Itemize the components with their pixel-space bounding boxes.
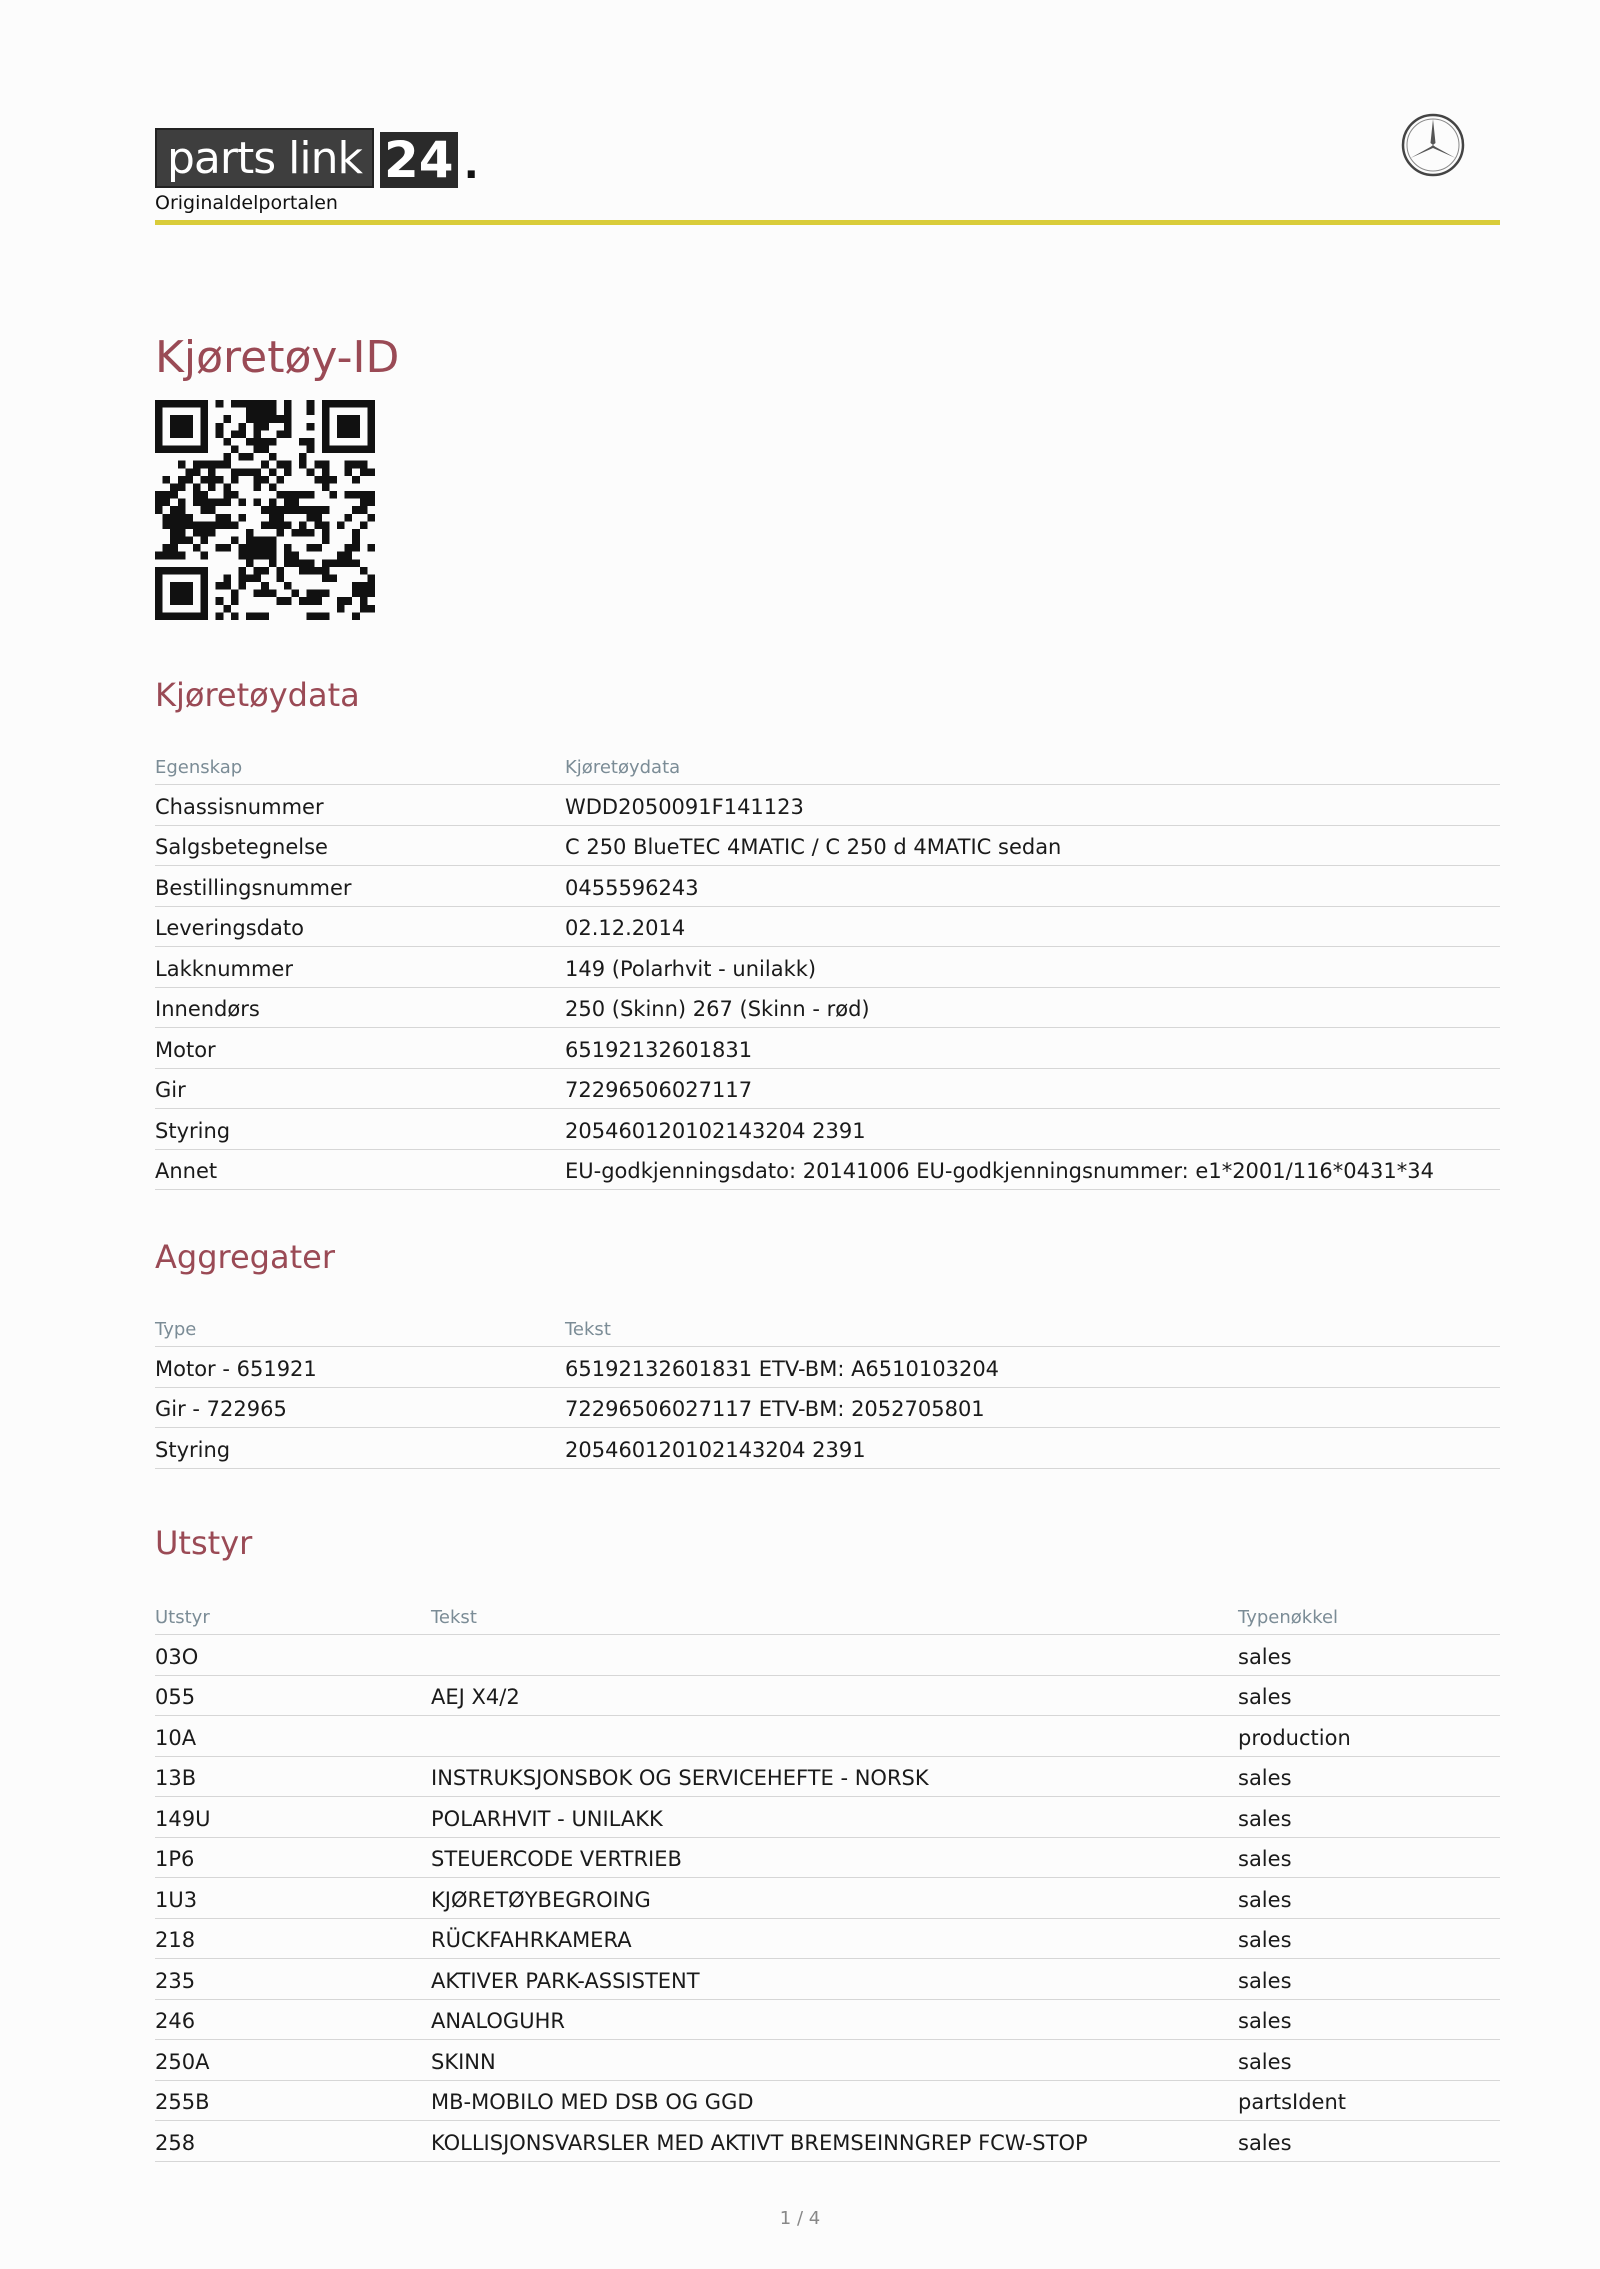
cell-key: partsIdent bbox=[1238, 2090, 1346, 2114]
cell-code: 258 bbox=[155, 2130, 196, 2155]
cell-value: EU-godkjenningsdato: 20141006 EU-godkjenningsnummer: e1*2001/116*0431*34 bbox=[565, 1159, 1434, 1183]
cell-text: POLARHVIT - UNILAKK bbox=[431, 1806, 663, 1831]
cell-text: AEJ X4/2 bbox=[431, 1685, 520, 1709]
column-header: Kjøretøydata bbox=[565, 757, 681, 778]
table-row bbox=[155, 2081, 1500, 2122]
cell-key: sales bbox=[1238, 1968, 1292, 1993]
page-number: 1 / 4 bbox=[779, 2208, 821, 2229]
cell-value: 65192132601831 bbox=[565, 1037, 753, 1062]
cell-property: Bestillingsnummer bbox=[155, 875, 352, 900]
cell-key: sales bbox=[1238, 1806, 1292, 1831]
cell-property: Annet bbox=[155, 1159, 218, 1183]
table-row bbox=[155, 1428, 1500, 1469]
column-header: Tekst bbox=[431, 1607, 477, 1628]
column-header: Tekst bbox=[565, 1319, 611, 1340]
cell-text: INSTRUKSJONSBOK OG SERVICEHEFTE - NORSK bbox=[431, 1766, 929, 1790]
cell-code: 055 bbox=[155, 1685, 196, 1709]
table-header bbox=[155, 1596, 1500, 1635]
cell-key: sales bbox=[1238, 1644, 1292, 1669]
cell-key: production bbox=[1238, 1725, 1351, 1750]
cell-property: Chassisnummer bbox=[155, 794, 324, 819]
column-header: Typenøkkel bbox=[1238, 1607, 1339, 1628]
section-title-equipment: Utstyr bbox=[155, 1524, 253, 1562]
cell-value: 250 (Skinn) 267 (Skinn - rød) bbox=[565, 997, 870, 1021]
cell-property: Salgsbetegnelse bbox=[155, 835, 328, 859]
cell-property: Gir bbox=[155, 1078, 186, 1102]
table-row bbox=[155, 1757, 1500, 1798]
cell-code: 250A bbox=[155, 2049, 210, 2074]
cell-property: Motor bbox=[155, 1037, 216, 1062]
cell-text: SKINN bbox=[431, 2049, 496, 2074]
cell-code: 1P6 bbox=[155, 1847, 195, 1871]
table-row bbox=[155, 1069, 1500, 1110]
equipment-table bbox=[155, 1596, 1500, 2162]
cell-text: KJØRETØYBEGROING bbox=[431, 1887, 651, 1912]
cell-property: Leveringsdato bbox=[155, 916, 304, 940]
cell-value: 72296506027117 bbox=[565, 1078, 753, 1102]
header-rule bbox=[155, 220, 1500, 225]
cell-key: sales bbox=[1238, 1928, 1292, 1952]
vehicle-data-table bbox=[155, 746, 1500, 1190]
cell-type: Motor - 651921 bbox=[155, 1356, 317, 1381]
table-row bbox=[155, 826, 1500, 867]
cell-value: 02.12.2014 bbox=[565, 916, 686, 940]
cell-value: 149 (Polarhvit - unilakk) bbox=[565, 956, 817, 981]
cell-code: 218 bbox=[155, 1928, 196, 1952]
logo-number: 24 bbox=[380, 132, 458, 188]
cell-key: sales bbox=[1238, 2130, 1292, 2155]
section-title-vehicle-data: Kjøretøydata bbox=[155, 676, 360, 714]
cell-text: RÜCKFAHRKAMERA bbox=[431, 1928, 632, 1952]
table-row bbox=[155, 1878, 1500, 1919]
table-row bbox=[155, 1716, 1500, 1757]
cell-code: 10A bbox=[155, 1725, 197, 1750]
page-title: Kjøretøy-ID bbox=[155, 332, 400, 383]
cell-code: 255B bbox=[155, 2090, 210, 2114]
logo-wordmark: parts link bbox=[155, 128, 374, 188]
mercedes-star-icon bbox=[1400, 112, 1466, 178]
cell-code: 246 bbox=[155, 2009, 196, 2033]
cell-value: 0455596243 bbox=[565, 875, 699, 900]
cell-text: KOLLISJONSVARSLER MED AKTIVT BREMSEINNGREP FCW-STOP bbox=[431, 2130, 1088, 2155]
cell-text: AKTIVER PARK-ASSISTENT bbox=[431, 1968, 700, 1993]
table-row bbox=[155, 2121, 1500, 2162]
cell-text: ANALOGUHR bbox=[431, 2009, 565, 2033]
cell-value: 205460120102143204 2391 bbox=[565, 1118, 866, 1143]
table-row bbox=[155, 1388, 1500, 1429]
cell-key: sales bbox=[1238, 1887, 1292, 1912]
cell-text: STEUERCODE VERTRIEB bbox=[431, 1847, 682, 1871]
cell-value: C 250 BlueTEC 4MATIC / C 250 d 4MATIC sedan bbox=[565, 835, 1062, 859]
cell-key: sales bbox=[1238, 1766, 1292, 1790]
column-header: Egenskap bbox=[155, 757, 243, 778]
table-row bbox=[155, 988, 1500, 1029]
table-row bbox=[155, 1838, 1500, 1879]
cell-key: sales bbox=[1238, 1685, 1292, 1709]
table-header bbox=[155, 746, 1500, 785]
cell-key: sales bbox=[1238, 1847, 1292, 1871]
table-row bbox=[155, 1676, 1500, 1717]
cell-text: MB-MOBILO MED DSB OG GGD bbox=[431, 2090, 754, 2114]
table-row bbox=[155, 1347, 1500, 1388]
table-row bbox=[155, 1109, 1500, 1150]
column-header: Utstyr bbox=[155, 1607, 210, 1628]
cell-code: 149U bbox=[155, 1806, 211, 1831]
table-row bbox=[155, 1959, 1500, 2000]
cell-key: sales bbox=[1238, 2009, 1292, 2033]
table-row bbox=[155, 785, 1500, 826]
cell-text: 65192132601831 ETV-BM: A6510103204 bbox=[565, 1356, 1000, 1381]
table-row bbox=[155, 907, 1500, 948]
cell-key: sales bbox=[1238, 2049, 1292, 2074]
cell-value: WDD2050091F141123 bbox=[565, 794, 804, 819]
cell-code: 1U3 bbox=[155, 1887, 198, 1912]
table-row bbox=[155, 1919, 1500, 1960]
qr-code bbox=[155, 400, 375, 620]
table-row bbox=[155, 2040, 1500, 2081]
table-row bbox=[155, 1635, 1500, 1676]
section-title-aggregates: Aggregater bbox=[155, 1238, 335, 1276]
cell-text: 72296506027117 ETV-BM: 2052705801 bbox=[565, 1397, 985, 1421]
table-header bbox=[155, 1308, 1500, 1347]
cell-code: 235 bbox=[155, 1968, 196, 1993]
partslink24-logo bbox=[155, 128, 479, 214]
cell-code: 13B bbox=[155, 1766, 197, 1790]
cell-type: Styring bbox=[155, 1437, 231, 1462]
cell-type: Gir - 722965 bbox=[155, 1397, 287, 1421]
cell-property: Styring bbox=[155, 1118, 231, 1143]
table-row bbox=[155, 1797, 1500, 1838]
cell-code: 03O bbox=[155, 1644, 199, 1669]
table-row bbox=[155, 1150, 1500, 1191]
cell-property: Lakknummer bbox=[155, 956, 293, 981]
table-row bbox=[155, 2000, 1500, 2041]
table-row bbox=[155, 947, 1500, 988]
column-header: Type bbox=[155, 1319, 197, 1340]
cell-text: 205460120102143204 2391 bbox=[565, 1437, 866, 1462]
logo-dot: . bbox=[463, 142, 479, 188]
aggregates-table bbox=[155, 1308, 1500, 1469]
table-row bbox=[155, 1028, 1500, 1069]
cell-property: Innendørs bbox=[155, 997, 260, 1021]
table-row bbox=[155, 866, 1500, 907]
logo-subtitle: Originaldelportalen bbox=[155, 192, 338, 214]
